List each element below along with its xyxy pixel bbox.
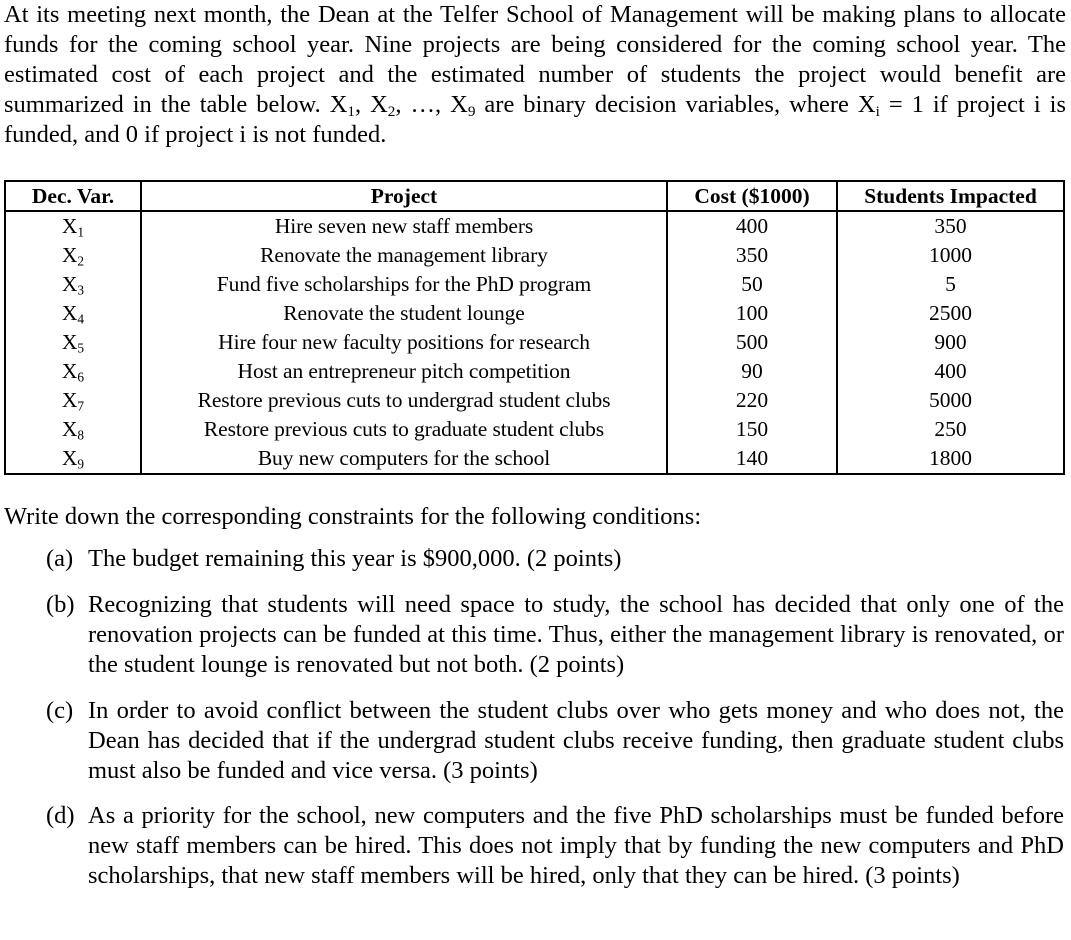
cell-students: 5000 xyxy=(837,386,1064,415)
table-row xyxy=(5,270,1064,299)
condition-text: The budget remaining this year is $900,000. (2 points) xyxy=(88,545,622,572)
header-students: Students Impacted xyxy=(837,181,1064,211)
intro-text-2: , X xyxy=(354,91,388,118)
intro-text-4: are binary decision variables, where X xyxy=(475,91,876,118)
cell-project: Renovate the student lounge xyxy=(141,299,667,328)
intro-text-3: , …, X xyxy=(395,91,468,118)
cell-var: $X_5$ xyxy=(5,328,141,357)
intro-sub-4: i xyxy=(875,102,880,120)
cell-project: Host an entrepreneur pitch competition xyxy=(141,357,667,386)
condition-label: (d) xyxy=(46,802,75,829)
table-row xyxy=(5,415,1064,444)
table-row xyxy=(5,211,1064,241)
table-row xyxy=(5,386,1064,415)
table-row xyxy=(5,444,1064,474)
cell-var: $X_6$ xyxy=(5,357,141,386)
cell-students: 350 xyxy=(837,211,1064,241)
cell-project: Restore previous cuts to graduate student clubs xyxy=(141,415,667,444)
cell-var: $X_9$ xyxy=(5,444,141,474)
cell-project: Hire seven new staff members xyxy=(141,211,667,241)
cell-project: Restore previous cuts to undergrad student clubs xyxy=(141,386,667,415)
task-instruction: Write down the corresponding constraints for the following conditions: xyxy=(4,503,702,530)
condition-label: (c) xyxy=(46,697,74,724)
intro-sub-3: 9 xyxy=(467,102,476,120)
condition-text: Recognizing that students will need space to study, the school has decided that only one of the renovation projects can be funded at this time. Thus, either the management library is renovated, or the student lounge is renovated but not both. (2 points) xyxy=(88,591,1064,678)
table-row xyxy=(5,299,1064,328)
cell-cost: 90 xyxy=(667,357,837,386)
intro-paragraph xyxy=(4,0,1066,150)
table-row xyxy=(5,357,1064,386)
condition-text: In order to avoid conflict between the student clubs over who gets money and who does not, the Dean has decided that if the undergrad student clubs receive funding, then graduate student clubs must also be funded and vice versa. (3 points) xyxy=(88,697,1064,784)
condition-label: (a) xyxy=(46,545,74,572)
table-row xyxy=(5,328,1064,357)
cell-students: 900 xyxy=(837,328,1064,357)
cell-cost: 50 xyxy=(667,270,837,299)
cell-cost: 150 xyxy=(667,415,837,444)
intro-text-1: At its meeting next month, the Dean at the Telfer School of Management will be making plans to allocate funds for the coming school year. Nine projects are being considered for the coming school year. The estimated cost of each project and the estimated number of students the project would benefit are summarized in the table below. X xyxy=(4,1,1066,118)
cell-var: $X_2$ xyxy=(5,241,141,270)
header-dec-var: Dec. Var. xyxy=(5,181,141,211)
cell-project: Hire four new faculty positions for research xyxy=(141,328,667,357)
intro-sub-1: 1 xyxy=(347,102,355,120)
cell-students: 1000 xyxy=(837,241,1064,270)
header-project: Project xyxy=(141,181,667,211)
condition-a xyxy=(46,544,1064,574)
condition-c xyxy=(46,696,1064,786)
cell-var: $X_4$ xyxy=(5,299,141,328)
cell-var: $X_1$ xyxy=(5,211,141,241)
cell-var: $X_8$ xyxy=(5,415,141,444)
cell-cost: 350 xyxy=(667,241,837,270)
cell-cost: 400 xyxy=(667,211,837,241)
condition-d xyxy=(46,801,1064,891)
intro-sub-2: 2 xyxy=(387,102,396,120)
cell-students: 250 xyxy=(837,415,1064,444)
condition-text: As a priority for the school, new computers and the five PhD scholarships must be funded before new staff members can be hired. This does not imply that by funding the new computers and PhD scholarships, that new staff members will be hired, only that they can be hired. (3 points) xyxy=(88,802,1064,889)
table-header-row xyxy=(5,181,1064,211)
cell-cost: 500 xyxy=(667,328,837,357)
cell-var: $X_3$ xyxy=(5,270,141,299)
cell-var: $X_7$ xyxy=(5,386,141,415)
condition-label: (b) xyxy=(46,591,75,618)
projects-table xyxy=(4,180,1065,475)
header-cost: Cost ($1000) xyxy=(667,181,837,211)
cell-project: Renovate the management library xyxy=(141,241,667,270)
cell-project: Buy new computers for the school xyxy=(141,444,667,474)
intro-text-5: = 1 if project i is funded, and 0 if project i is not funded. xyxy=(4,91,1066,148)
cell-students: 2500 xyxy=(837,299,1064,328)
cell-cost: 140 xyxy=(667,444,837,474)
cell-students: 5 xyxy=(837,270,1064,299)
cell-students: 1800 xyxy=(837,444,1064,474)
table-row xyxy=(5,241,1064,270)
cell-cost: 100 xyxy=(667,299,837,328)
condition-b xyxy=(46,590,1064,680)
cell-students: 400 xyxy=(837,357,1064,386)
cell-cost: 220 xyxy=(667,386,837,415)
cell-project: Fund five scholarships for the PhD program xyxy=(141,270,667,299)
